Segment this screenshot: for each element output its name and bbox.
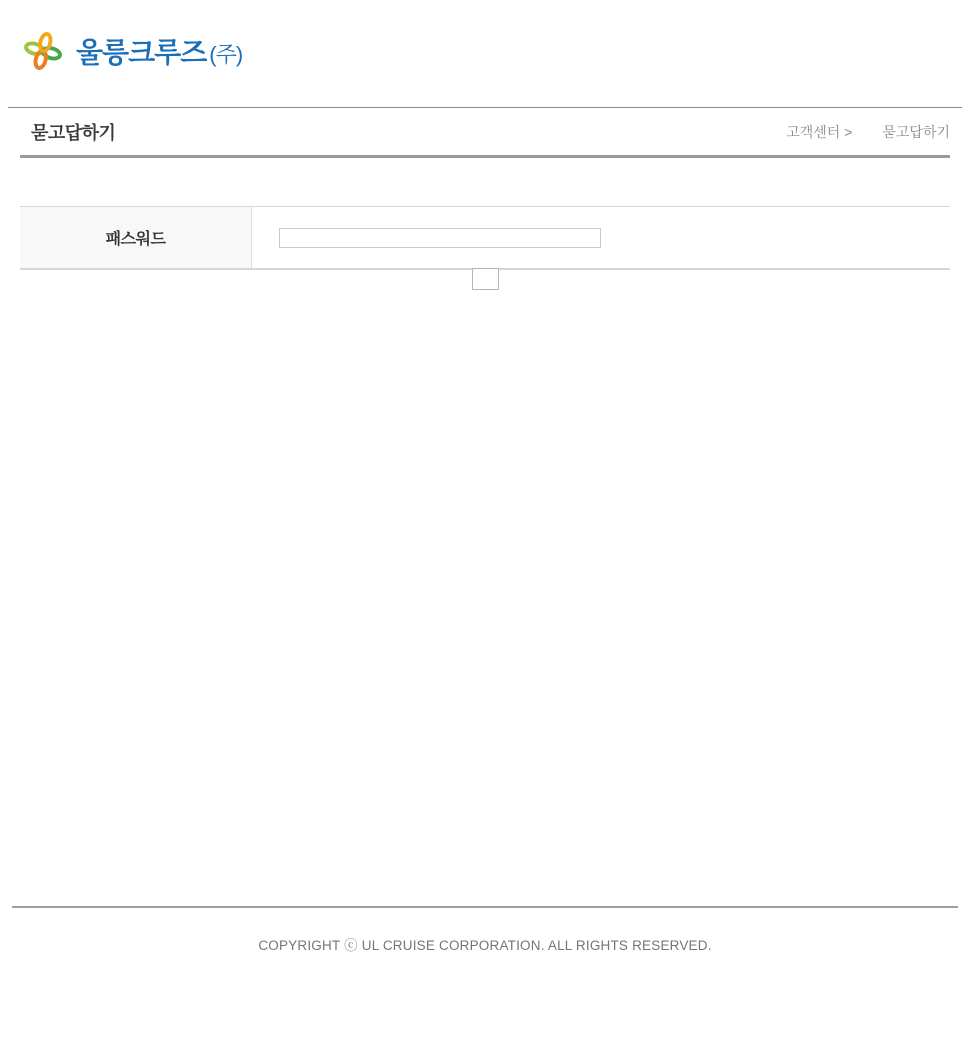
password-input-cell (252, 207, 950, 268)
breadcrumb-parent[interactable]: 고객센터 > (786, 123, 853, 140)
copyright-text: COPYRIGHT ⓒ UL CRUISE CORPORATION. ALL RIGHTS RESERVED. (258, 938, 712, 953)
password-input[interactable] (279, 228, 601, 248)
site-header (8, 0, 962, 108)
company-logo[interactable] (8, 0, 242, 75)
company-name (76, 31, 242, 71)
breadcrumb (786, 122, 950, 142)
password-form-table (20, 206, 950, 270)
breadcrumb-current[interactable]: 묻고답하기 (882, 123, 950, 140)
password-label: 패스워드 (20, 207, 252, 268)
company-name-main: 울릉크루즈 (76, 37, 207, 68)
company-name-suffix: (주) (209, 42, 243, 67)
confirm-button[interactable] (472, 268, 499, 290)
pinwheel-flower-icon (22, 27, 64, 75)
title-bar (20, 108, 950, 158)
content-spacer (0, 290, 970, 906)
page-title: 묻고답하기 (31, 122, 116, 143)
